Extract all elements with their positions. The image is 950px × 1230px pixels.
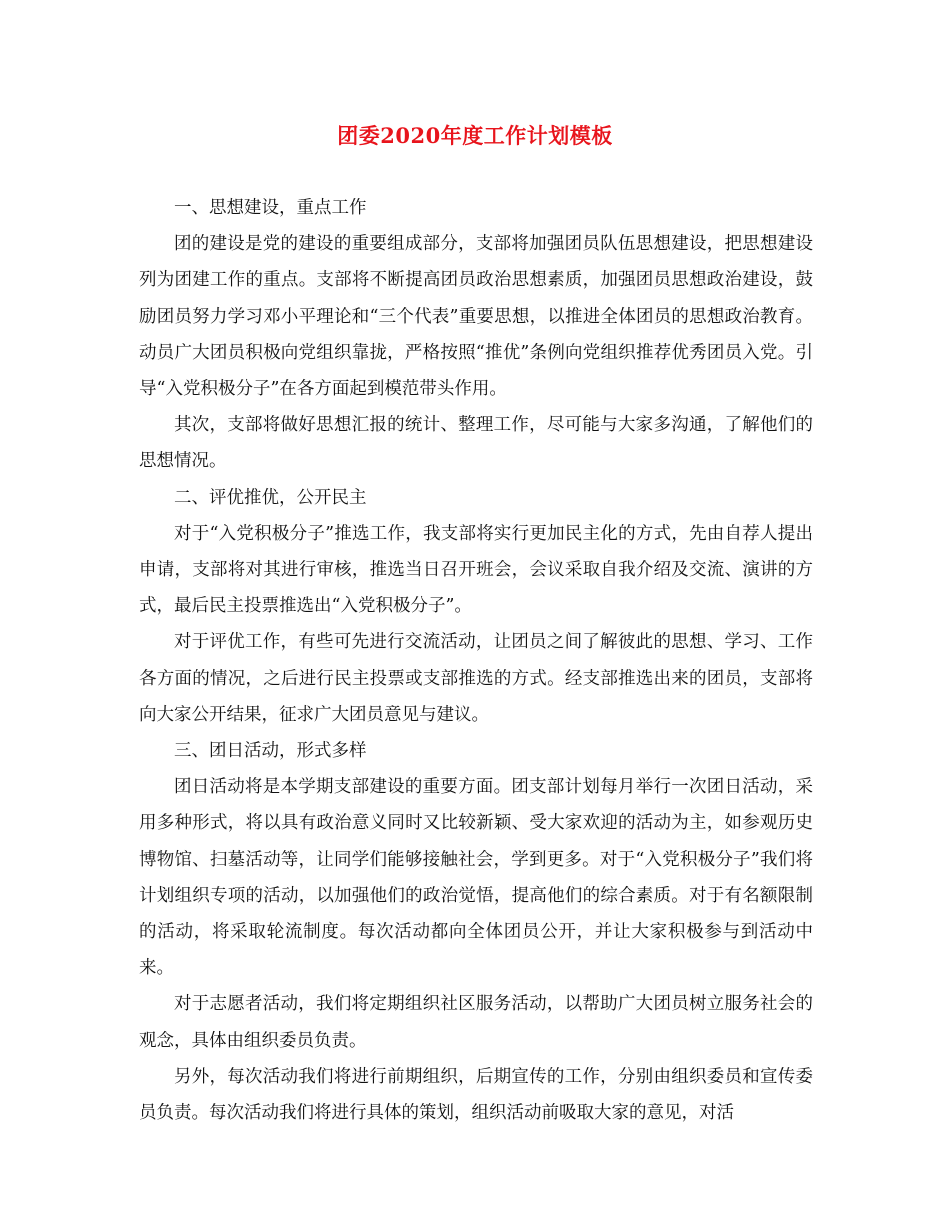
paragraph: 团的建设是党的建设的重要组成部分，支部将加强团员队伍思想建设，把思想建设列为团建工作的重点。支部将不断提高团员政治思想素质，加强团员思想政治建设，鼓励团员努力学习邓小平理论和“三个代表”重要思想，以推进全体团员的思想政治教育。动员广大团员积极向党组织靠拢，严格按照“推优”条例向党组织推荐优秀团员入党。引导“入党积极分子”在各方面起到模范带头作用。 bbox=[139, 234, 813, 400]
section-heading-1: 一、思想建设，重点工作 bbox=[174, 198, 367, 218]
section-heading-3: 三、团日活动，形式多样 bbox=[174, 741, 367, 762]
paragraph: 团日活动将是本学期支部建设的重要方面。团支部计划每月举行一次团日活动，采用多种形式，将以具有政治意义同时又比较新颖、受大家欢迎的活动为主，如参观历史博物馆、扫墓活动等，让同学们能够接触社会，学到更多。对于“入党积极分子”我们将计划组织专项的活动，以加强他们的政治觉悟，提高他们的综合素质。对于有名额限制的活动，将采取轮流制度。每次活动都向全体团员公开，并让大家积极参与到活动中来。 bbox=[139, 777, 813, 979]
section-heading-2: 二、评优推优，公开民主 bbox=[174, 487, 367, 508]
paragraph: 对于评优工作，有些可先进行交流活动，让团员之间了解彼此的思想、学习、工作各方面的情况，之后进行民主投票或支部推选的方式。经支部推选出来的团员，支部将向大家公开结果，征求广大团员意见与建议。 bbox=[139, 632, 813, 725]
paragraph: 另外，每次活动我们将进行前期组织，后期宣传的工作，分别由组织委员和宣传委员负责。每次活动我们将进行具体的策划，组织活动前吸取大家的意见，对活 bbox=[139, 1066, 813, 1124]
document-title: 团委2020年度工作计划模板 bbox=[337, 123, 613, 148]
paragraph: 对于“入党积极分子”推选工作，我支部将实行更加民主化的方式，先由自荐人提出申请，支部将对其进行审核，推选当日召开班会，会议采取自我介绍及交流、演讲的方式，最后民主投票推选出“入党积极分子”。 bbox=[139, 523, 813, 617]
paragraph: 对于志愿者活动，我们将定期组织社区服务活动，以帮助广大团员树立服务社会的观念，具体由组织委员负责。 bbox=[139, 994, 813, 1051]
document-body bbox=[139, 190, 813, 1131]
paragraph: 其次，支部将做好思想汇报的统计、整理工作，尽可能与大家多沟通，了解他们的思想情况。 bbox=[139, 415, 813, 472]
